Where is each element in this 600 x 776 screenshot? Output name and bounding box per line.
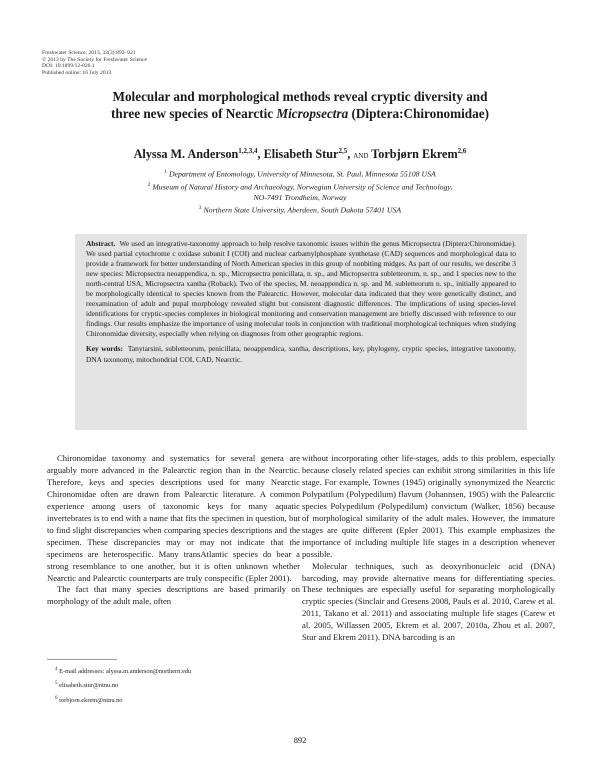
- title-line-2: [40, 105, 560, 122]
- footnote-5-number: 5: [55, 681, 58, 687]
- footnote-6-text: torbjorn.ekrem@ntnu.no: [59, 696, 123, 704]
- affiliation-3: [70, 203, 530, 216]
- title-line-1: Molecular and morphological methods reveal cryptic diversity and: [112, 89, 488, 104]
- page-number: 892: [293, 736, 307, 745]
- affiliation-3-number: 3: [198, 205, 202, 212]
- body-column-right: [302, 453, 555, 644]
- author-sep-1: ,: [257, 147, 261, 162]
- body-paragraph: without incorporating other life-stages, adds to this problem, especially because closely related species can exhibit strong similarities in this life stage. For example, Townes (1945) originally synonymized the Nearctic Polypatilum (Polypedilum) flavum (Johannsen, 1905) with the Palearctic species Polypedilum (Polypedilum) convictum (Walker, 1856) because of morphological similarity of the adult males. However, the immature stages are quite different (Epler 2001). This example emphasizes the importance of including multiple life stages in a description whenever possible.: [302, 453, 555, 559]
- footnote-4-number: 4: [55, 667, 58, 672]
- author-1: Alyssa M. Anderson: [133, 147, 239, 162]
- doi-line: DOI: 10.1899/12-026.1: [42, 63, 95, 70]
- abstract-box: [75, 234, 527, 430]
- author-sep-2: ,: [347, 147, 351, 162]
- footnote-5: [55, 678, 191, 692]
- body-paragraph: Chironomidae taxonomy and systematics for several genera are arguably more advanced in the Palearctic region than in the Nearctic. Therefore, keys and species descriptions used for many Nearctic Chironomidae often are drawn from Palearctic literature. A common experience among users of taxonomic keys for many aquatic invertebrates is to end with a name that fits the specimen in question, but to find slight discrepancies when comparing species descriptions and the specimen. These discrepancies may or may not indicate that the specimens are heterospecific. Many transAtlantic species do bear a strong resemblance to one another, but it is often unknown whether Nearctic and Palearctic counterparts are truly conspecific (Epler 2001).: [47, 453, 300, 583]
- journal-header: [42, 50, 147, 76]
- footnote-4-text: E-mail addresses: alyssa.m.anderson@northern.edu: [59, 668, 192, 676]
- author-list: [40, 147, 560, 162]
- keywords-label: Key words:: [86, 344, 123, 354]
- author-3-affil: 2,6: [457, 147, 467, 155]
- affiliation-2-number: 2: [147, 181, 151, 188]
- affiliation-3-text: Northern State University, Aberdeen, South Dakota 57401 USA: [203, 205, 402, 215]
- footnote-4: [55, 664, 191, 678]
- abstract-label: Abstract.: [86, 239, 116, 248]
- author-2-affil: 2,5: [338, 147, 348, 155]
- affiliation-1: [70, 167, 530, 180]
- author-and: and: [353, 150, 369, 162]
- footnote-6-number: 6: [55, 695, 58, 701]
- body-paragraph: Molecular techniques, such as deoxyribonucleic acid (DNA) barcoding, may provide alternative means for differentiating species. These techniques are especially useful for separating morphologically cryptic species (Sinclair and Gresens 2008, Pauls et al. 2010, Carew et al. 2011, Takano et al. 2011) and associating multiple life stages (Carew et al. 2005, Willassen 2005, Ekrem et al. 2007, 2010a, Zhou et al. 2007, Stur and Ekrem 2011). DNA barcoding is an: [302, 560, 555, 643]
- journal-citation: Freshwater Science, 2013, 32(3):892–921: [42, 50, 136, 56]
- footnotes: [55, 664, 191, 707]
- footnote-5-text: elisabeth.stur@ntnu.no: [59, 682, 119, 690]
- copyright-line: © 2013 by The Society for Freshwater Science: [42, 56, 147, 63]
- published-line: Published online: 16 July 2013: [42, 69, 112, 76]
- title-line-2-post: (Diptera:Chironomidae): [348, 106, 489, 121]
- affiliation-2: [70, 180, 530, 193]
- title-line-2-pre: three new species of Nearctic: [111, 106, 277, 121]
- footnote-divider: [47, 659, 117, 660]
- author-1-affil: 1,2,3,4: [238, 147, 258, 155]
- author-2: Elisabeth Stur: [263, 147, 339, 162]
- affiliation-2-text: Museum of Natural History and Archaeology, Norwegian University of Science and Technology,: [152, 182, 453, 192]
- abstract-text: We used an integrative-taxonomy approach to help resolve taxonomic issues within the genus Micropsectra (Diptera:Chironomidae). We used partial cytochrome c oxidase subunit I (COI) and nuclear carbamylphosphate synthetase (CAD) sequences and morphological data to provide a framework for better understanding of North American species in this group of nonbiting midges. As part of our results, we describe 3 new species: Micropsectra neoappendica, n. sp., Micropsectra penicillata, n. sp., and Micropsectra subletteorum, n. sp., and 1 species new to the north-central USA, Micropsectra xantha (Roback). Two of the species, M. neoappendica n. sp. and M. subletteorum n. sp., initially appeared to be morphologically identical to species known from the Palearctic. However, molecular data indicated that they were genetically distinct, and reexamination of adult and pupal morphology revealed slight but consistent diagnostic differences. The implications of using species-level identifications for cryptic-species complexes in biological monitoring and conservation management are briefly discussed with reference to our findings. Our results emphasize the importance of using molecular tools in conjunction with traditional morphological techniques when studying Chironomidae diversity, especially when relying on diagnoses from other geographic regions.: [86, 239, 517, 339]
- body-paragraph: The fact that many species descriptions are based primarily on morphology of the adult male, often: [47, 584, 300, 607]
- keywords-text: Tanytarsini, subletteorum, penicillata, neoappendica, xantha, descriptions, key, phylogeny, cryptic species, integrative taxonomy, DNA taxonomy, mitochondrial COI, CAD, Nearctic.: [86, 344, 516, 364]
- affiliation-1-number: 1: [164, 169, 167, 175]
- abstract-paragraph: [86, 239, 516, 339]
- affiliation-2-cont: NO-7491 Trondheim, Norway: [253, 193, 347, 203]
- author-3: Torbjørn Ekrem: [371, 147, 458, 162]
- affiliations: [70, 167, 530, 216]
- title-genus: Micropsectra: [276, 106, 349, 121]
- keywords-paragraph: [86, 344, 516, 364]
- body-column-left: [47, 453, 300, 608]
- footnote-6: [55, 693, 191, 707]
- affiliation-1-text: Department of Entomology, University of Minnesota, St. Paul, Minnesota 55108 USA: [168, 169, 436, 179]
- article-title: [40, 88, 560, 122]
